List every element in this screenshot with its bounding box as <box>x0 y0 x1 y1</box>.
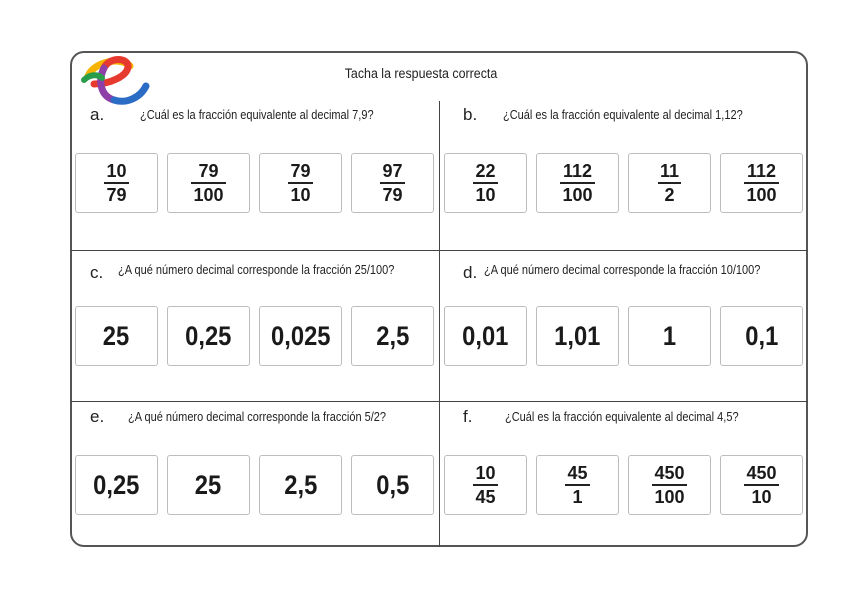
section-letter: a. <box>90 105 105 124</box>
fraction: $\frac{450}{10}$ <box>746 463 777 507</box>
answer-option[interactable] <box>536 455 619 515</box>
answer-option[interactable] <box>628 455 711 515</box>
section-letter: f. <box>463 407 473 426</box>
answer-option[interactable]: 0,5 <box>351 455 434 515</box>
answer-option[interactable]: 25 <box>75 306 158 366</box>
answer-option[interactable]: 0,25 <box>167 306 250 366</box>
question-text: ¿Cuál es la fracción equivalente al decimal 1,12? <box>503 108 743 122</box>
fraction: $\frac{45}{1}$ <box>567 463 588 507</box>
answer-option[interactable]: 0,01 <box>444 306 527 366</box>
answer-option[interactable]: 0,25 <box>75 455 158 515</box>
answer-option[interactable]: 1 <box>628 306 711 366</box>
fraction: $\frac{79}{10}$ <box>290 161 311 205</box>
answer-option[interactable]: 25 <box>167 455 250 515</box>
answer-option[interactable]: 1,01 <box>536 306 619 366</box>
answer-option[interactable]: 2,5 <box>351 306 434 366</box>
column-divider <box>439 101 440 547</box>
fraction: $\frac{22}{10}$ <box>475 161 496 205</box>
logo-icon <box>80 54 150 110</box>
fraction: $\frac{112}{100}$ <box>746 161 777 205</box>
fraction: $\frac{112}{100}$ <box>562 161 593 205</box>
answer-option[interactable] <box>167 153 250 213</box>
section-letter: d. <box>463 263 478 282</box>
fraction: $\frac{11}{2}$ <box>659 161 680 205</box>
question-text: ¿Cuál es la fracción equivalente al decimal 7,9? <box>140 108 374 122</box>
section-letter: b. <box>463 105 478 124</box>
section-letter: c. <box>90 263 104 282</box>
answer-option[interactable] <box>720 455 803 515</box>
answer-option[interactable] <box>75 153 158 213</box>
question-text: ¿A qué número decimal corresponde la fracción 25/100? <box>118 263 395 277</box>
row-divider-2 <box>71 401 808 402</box>
answer-option[interactable] <box>536 153 619 213</box>
answer-option[interactable] <box>351 153 434 213</box>
fraction: $\frac{450}{100}$ <box>654 463 685 507</box>
fraction: $\frac{79}{100}$ <box>193 161 224 205</box>
answer-option[interactable]: 2,5 <box>259 455 342 515</box>
fraction: $\frac{97}{79}$ <box>382 161 403 205</box>
answer-option[interactable]: 0,1 <box>720 306 803 366</box>
answer-option[interactable] <box>628 153 711 213</box>
answer-option[interactable] <box>720 153 803 213</box>
fraction: $\frac{10}{79}$ <box>106 161 127 205</box>
page-title: Tacha la respuesta correcta <box>344 66 498 81</box>
question-text: ¿A qué número decimal corresponde la fracción 10/100? <box>484 263 761 277</box>
answer-option[interactable] <box>444 455 527 515</box>
question-text: ¿A qué número decimal corresponde la fracción 5/2? <box>128 410 387 424</box>
answer-option[interactable] <box>259 153 342 213</box>
question-text: ¿Cuál es la fracción equivalente al decimal 4,5? <box>505 410 739 424</box>
row-divider-1 <box>71 250 808 251</box>
section-letter: e. <box>90 407 105 426</box>
answer-option[interactable] <box>444 153 527 213</box>
answer-option[interactable]: 0,025 <box>259 306 342 366</box>
fraction: $\frac{10}{45}$ <box>475 463 496 507</box>
